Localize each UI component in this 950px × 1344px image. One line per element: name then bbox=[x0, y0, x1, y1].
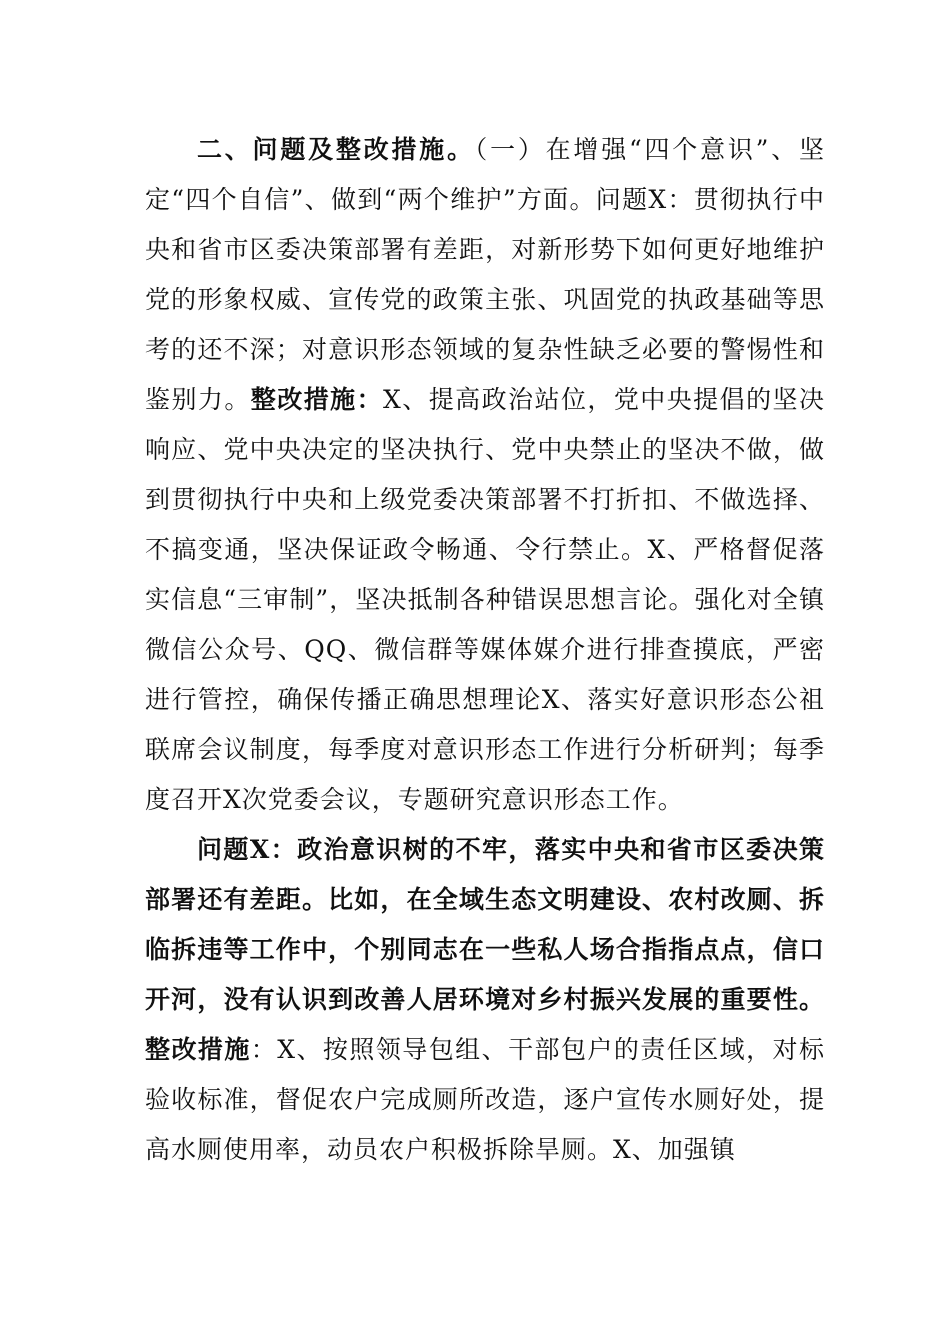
paragraph-1-problem-text: （一）在增强“四个意识”、坚定“四个自信”、做到“两个维护”方面。问题X：贯彻执行中央和省市区委决策部署有差距，对新形势下如何更好地维护党的形象权威、宣传党的政策主张、巩固党的执政基础等思考的还不深；对意识形态领域的复杂性缺乏必要的警惕性和鉴别力。 bbox=[145, 135, 825, 414]
paragraph-1 bbox=[145, 125, 825, 825]
paragraph-1-measures-text: X、提高政治站位，党中央提倡的坚决响应、党中央决定的坚决执行、党中央禁止的坚决不做，做到贯彻执行中央和上级党委决策部署不打折扣、不做选择、不搞变通，坚决保证政令畅通、令行禁止。X、严格督促落实信息“三审制”，坚决抵制各种错误思想言论。强化对全镇微信公众号、QQ、微信群等媒体媒介进行排查摸底，严密进行管控，确保传播正确思想理论X、落实好意识形态公祖联席会议制度，每季度对意识形态工作进行分析研判；每季度召开X次党委会议，专题研究意识形态工作。 bbox=[145, 385, 825, 814]
paragraph-2-measures-text: ：X、按照领导包组、干部包户的责任区域，对标验收标准，督促农户完成厕所改造，逐户宣传水厕好处，提高水厕使用率，动员农户积极拆除旱厕。X、加强镇 bbox=[145, 1035, 825, 1164]
measures-label: 整改措施： bbox=[250, 385, 384, 414]
paragraph-2 bbox=[145, 825, 825, 1175]
paragraph-2-problem-text: 问题X：政治意识树的不牢，落实中央和省市区委决策部署还有差距。比如，在全域生态文明建设、农村改厕、拆临拆违等工作中，个别同志在一些私人场合指指点点，信口开河，没有认识到改善人居环境对乡村振兴发展的重要性。整改措施 bbox=[145, 835, 825, 1064]
document-body bbox=[145, 125, 825, 1175]
section-heading: 二、问题及整改措施。 bbox=[197, 135, 475, 164]
